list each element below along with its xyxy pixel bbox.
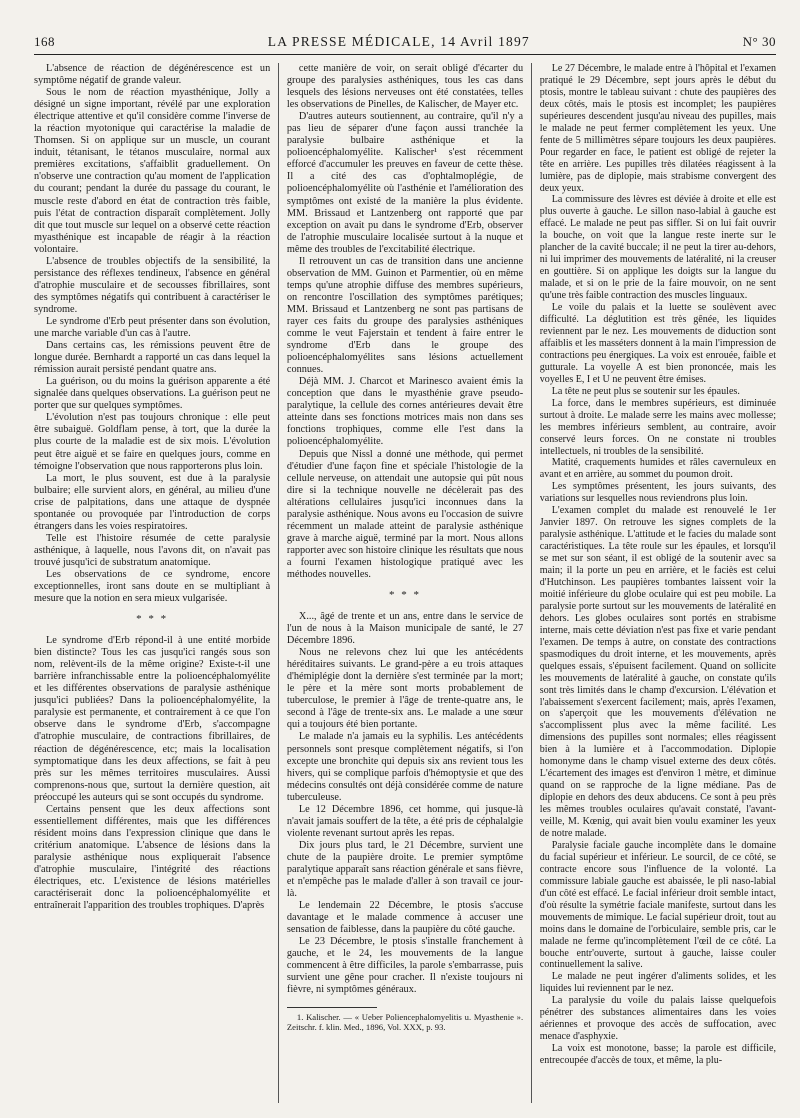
paragraph: La commissure des lèvres est déviée à droite et elle est plus ouverte à gauche. Le sillon naso-labial à gauche est effacé. Le malade ne peut pas siffler. Si on lui fait ouvrir la bouche, on voit que la langue reste inerte sur le plancher de la cavité buccale; il ne peut la tirer au-dehors, ni lui imprimer des mouvements de latéralité, ni la creuser en gouttière. Si on applique les doigts sur la langue du malade, et si on le prie de la faire mouvoir, on ne sent qu'une très faible contraction des muscles linguaux.: [539, 194, 777, 302]
paragraph: Depuis que Nissl a donné une méthode, qui permet d'étudier d'une façon fine et spéciale l'histologie de la cellule nerveuse, on attendait une autopsie qui pût nous dire si la technique nouvelle ne décèlerait pas des altérations cellulaires jusqu'ici inconnues dans la paralysie asthénique. Nous avons eu l'occasion de suivre récemment un malade atteint de paralysie asthénique grave à marche aiguë, terminé par la mort. Nous allons rapporter avec son histoire clinique les résultats que nous a fourni l'examen histologique pratiqué avec les méthodes nouvelles.: [286, 448, 524, 580]
paragraph: Le lendemain 22 Décembre, le ptosis s'accuse davantage et le malade commence à accuser une sensation de faiblesse, dans la paupière du côté gauche.: [286, 900, 524, 936]
paragraph: La force, dans le membres supérieurs, est diminuée surtout à droite. Le malade serre les mains avec mollesse; les membres inférieurs semblent, au contraire, avoir conservé leurs forces. On ne constate ni troubles intellectuels, ni troubles de la sensibilité.: [539, 397, 777, 457]
paragraph: X..., âgé de trente et un ans, entre dans le service de l'un de nous à la Maison municipale de santé, le 27 Décembre 1896.: [286, 611, 524, 647]
paragraph: Dix jours plus tard, le 21 Décembre, survient une chute de la paupière droite. Le premier symptôme paralytique apparaît sans réaction générale et sans fièvre, et n'empêche pas le malade d'aller à son travail ce jour-là.: [286, 839, 524, 900]
column-2: [287, 63, 523, 1103]
paragraph: Nous ne relevons chez lui que les antécédents héréditaires suivants. Le grand-père a eu trois attaques d'hémiplégie dont la dernière s'est terminée par la mort; le père et la mère sont morts probablement de tuberculose, le premier à l'âge de trente-quatre ans, le second à l'âge de trente-six ans. Le malade a une sœur qui a toujours été bien portante.: [286, 647, 524, 731]
paragraph: Le 23 Décembre, le ptosis s'installe franchement à gauche, et le 24, les mouvements de la langue commencent à être difficiles, la parole s'embarrasse, puis survient une gêne pour cracher. Il n'existe toujours ni fièvre, ni symptômes généraux.: [286, 936, 524, 996]
paragraph: La guérison, ou du moins la guérison apparente a été signalée dans quelques observations. La guérison peut ne porter que sur quelques symptômes.: [34, 376, 271, 412]
paragraph: Les symptômes présentent, les jours suivants, des variations sur lesquelles nous reviendrons plus loin.: [539, 481, 777, 505]
paragraph: cette manière de voir, on serait obligé d'écarter du groupe des paralysies asthéniques, tous les cas dans lesquels des lésions nerveuses ont été constatées, telles les observations de Pinelles, de Kalischer, de Mayer etc.: [286, 63, 524, 111]
paragraph: Dans certains cas, les rémissions peuvent être de longue durée. Bernhardt a rapporté un cas dans lequel la rémission aurait persisté pendant quatre ans.: [34, 340, 271, 376]
paragraph: Le syndrome d'Erb peut présenter dans son évolution, une marche variable d'un cas à l'autre.: [34, 315, 271, 340]
paragraph: La voix est monotone, basse; la parole est difficile, entrecoupée d'accès de toux, et même, la plu-: [539, 1043, 777, 1067]
column-divider: [531, 63, 540, 1103]
paragraph: L'absence de réaction de dégénérescence est un symptôme négatif de grande valeur.: [34, 63, 271, 87]
footnote: 1. Kalischer. — « Ueber Poliencephalomyelitis u. Myasthenie ». Zeitschr. f. klin. Med., 1896, Vol. XXX, p. 93.: [286, 1011, 524, 1032]
paragraph: Telle est l'histoire résumée de cette paralysie asthénique, à laquelle, nous l'avons dit, on n'avait pas trouvé jusqu'ici de substratum anatomique.: [34, 532, 271, 568]
paragraph: D'autres auteurs soutiennent, au contraire, qu'il n'y a pas lieu de séparer d'une façon aussi tranchée la paralysie bulbaire asthénique et la polioencéphalomyélite. Kalischer¹ s'est récemment efforcé d'accumuler les preuves en faveur de cette thèse. Il a cité des cas d'ophtalmoplégie, de polioencéphalomyélite où l'asthénie et l'amélioration des symptômes ont existé de la manière la plus évidente. MM. Brissaud et Lantzenberg ont rapporté que par exception on avait pu dans le syndrome d'Erb, observer de l'atrophie musculaire localisée surtout à la nuque et même des troubles de l'excitabilité électrique.: [286, 111, 524, 255]
paragraph: La paralysie du voile du palais laisse quelquefois pénétrer des substances alimentaires dans les voies aériennes et provoque des accès de suffocation, avec menace d'asphyxie.: [539, 995, 777, 1043]
header-rule: [34, 54, 776, 55]
footnote-rule: [287, 1007, 377, 1008]
paragraph: Le 12 Décembre 1896, cet homme, qui jusque-là n'avait jamais souffert de la tête, a été pris de céphalalgie violente revenant surtout après les repas.: [286, 803, 524, 839]
paragraph: Le syndrome d'Erb répond-il à une entité morbide bien distincte? Tous les cas jusqu'ici rangés sous son nom, relèvent-ils de la même origine? Existe-t-il une barrière infranchissable entre la polioencéphalomyélite et les différentes observations de paralysie asthénique jusqu'ici publiées? Dans la polioencéphalomyélite, la paralysie est permanente, et contrairement à ce que l'on observe dans le syndrome d'Erb, s'accompagne d'atrophie musculaire, de contractions fibrillaires, de réaction de dégénérescence, etc; mais la localisation symptomatique dans les deux affections, se fait à peu près sur les mêmes territoires musculaires. Aussi comprenons-nous que, surtout la dernière question, ait préoccupé les auteurs qui se sont occupés du syndrome.: [34, 635, 271, 803]
paragraph: Certains pensent que les deux affections sont essentiellement différentes, mais que les différences résident moins dans l'expression clinique que dans le critérium anatomique. L'absence de lésions dans la paralysie asthénique nous expliquerait l'absence d'atrophie musculaire, l'intégrité des réactions électriques, etc. L'existence de lésions matérielles caractériserait donc la polioencéphalomyélite et entraînerait l'apparition des troubles trophiques. D'après: [34, 803, 271, 912]
paragraph: Le voile du palais et la luette se soulèvent avec difficulté. La déglutition est très gênée, les liquides reviennent par le nez. Les mouvements de diduction sont affaiblis et les masséters donnent à la main l'impression de contractions peu énergiques. La voix est enrouée, faible et gutturale. La voyelle A est bien prononcée, mais les voyelles E, I et U ne peuvent être émises.: [539, 302, 777, 385]
issue-number: N° 30: [742, 34, 776, 49]
paragraph: Déjà MM. J. Charcot et Marinesco avaient émis la conception que dans le myasthénie grave pseudo-paralytique, la cellule des cornes antérieures devait être atteinte dans ses fonctions motrices mais non dans ses fonctions trophiques, comme elle l'est dans la polioencéphalomyélite.: [286, 376, 524, 448]
paragraph: L'examen complet du malade est renouvelé le 1er Janvier 1897. On retrouve les signes complets de la paralysie asthénique. L'attitude et le facies du malade sont caractéristiques. La tête roule sur les épaules, et lorsqu'il se met sur son séant, il est obligé de la soutenir avec sa main; il la porte un peu en arrière, et le faciès est celui d'Hutchinson. Les paupières tombantes laissent voir la moitié inférieure du globe oculaire qui est peu mobile. La paralysie porte surtout sur les mouvements de latéralité en dehors. Les globes oculaires sont portés en strabisme interne, mais cette déviation n'est pas fixe et varie pendant l'examen. De temps à autre, on constate des contractions spasmodiques du droit interne, et les mouvements, après quelques essais, s'épuisent facilement. Quand on sollicite les mouvements de latéralité à gauche, on constate qu'ils sont très limités dans le champ d'excursion. L'élévation et l'abaissement s'exercent facilement; mais, après l'examen, on s'aperçoit que les mouvements d'élévation ne s'accomplissent plus avec la même facilité. Les dimensions des pupilles sont normales; elles réagissent bien à la lumière et à l'accommodation. Diplopie homonyme dans le champ visuel externe des deux côtés. L'écartement des images est d'environ 1 mètre, et diminue quand on se rapproche de la ligne médiane. Pas de diplopie en dehors des deux abducens. Ce sont à peu près les mêmes troubles oculaires qu'avait constaté, l'avant-veille, M. Kœnig, qui avait bien voulu examiner les yeux de notre malade.: [539, 505, 777, 839]
paragraph: Il retrouvent un cas de transition dans une ancienne observation de MM. Guinon et Parmentier, où en même temps qu'une atrophie diffuse des membres supérieurs, on rencontre l'oscillation des symptômes parétiques; MM. Brissaud et Lantzenberg ne sont pas partisans de rayer ces faits du groupe des paralysies asthéniques comme le veut Fajerstain et tendent à faire entrer le syndrome d'Erb dans le groupe des polioencéphalomyélites sans lésions actuellement connues.: [286, 255, 524, 376]
paragraph: L'évolution n'est pas toujours chronique : elle peut être subaiguë. Goldflam pense, à tort, que la durée la plus courte de la maladie est de six mois. L'évolution peut être aiguë et se faire en quelques jours, comme en témoigne l'observation que nous rapporterons plus loin.: [34, 412, 271, 472]
paragraph: L'absence de troubles objectifs de la sensibilité, la persistance des réflexes tendineux, l'absence en général d'atrophie musculaire et de secousses fibrillaires, sont des symptômes négatifs qui contribuent à caractériser le syndrome.: [34, 255, 271, 315]
paragraph: Le 27 Décembre, le malade entre à l'hôpital et l'examen pratiqué le 29 Décembre, sept jours après le début du ptosis, montre le tableau suivant : chute des paupières des deux côtés, mais le ptosis est incomplet; les paupières supérieures descendent jusqu'au niveau des pupilles, mais le malade ne peut fermer complètement les yeux. Une fente de 5 millimètres sépare toujours les deux paupières. Pour regarder en face, le patient est obligé de rejeter la tête en arrière. Les pupilles très dilatées réagissent à la lumière, pas de diplopie, mais strabisme convergent des deux yeux.: [539, 63, 777, 194]
paragraph: Le malade ne peut ingérer d'aliments solides, et les liquides lui reviennent par le nez.: [539, 971, 777, 995]
column-divider: [278, 63, 287, 1103]
text-columns: [34, 63, 776, 1103]
paragraph: La tête ne peut plus se soutenir sur les épaules.: [551, 385, 740, 397]
section-separator: * * *: [136, 613, 169, 626]
paragraph: Les observations de ce syndrome, encore exceptionnelles, iront sans doute en se multipliant à mesure que la notion en sera mieux vulgarisée.: [34, 568, 271, 605]
paragraph: Matité, craquements humides et râles cavernuleux en avant et en arrière, au sommet du poumon droit.: [539, 457, 777, 481]
section-separator: * * *: [389, 589, 421, 602]
paragraph: Paralysie faciale gauche incomplète dans le domaine du facial supérieur et inférieur. Le sourcil, de ce côté, se contracte encore sous l'influence de la volonté. La commissure labiale gauche est abaissée, le pli naso-labial d'un côté est effacé. Le facial inférieur droit semble intact, d'où résulte la symétrie faciale manifeste, surtout dans les mouvements de mimique. Le facial supérieur droit, tout au moins dans le domaine de l'orbiculaire, semble pris, car le malade ne ferme qu'incomplètement l'œil de ce côté. La bouche entr'ouverte, surtout à gauche, laisse couler continuellement la salive.: [539, 839, 777, 971]
page-header: [34, 34, 776, 50]
paragraph: Sous le nom de réaction myasthénique, Jolly a désigné un signe important, révélé par une exploration électrique attentive et qu'il considère comme l'inverse de la réaction myotonique qui caractérise la maladie de Thomsen. Si on applique sur un muscle, un courant induit, tétanisant, le tétanos musculaire, normal aux premières excitations, s'affaiblit graduellement. On n'observe une contraction qu'au moment de l'application du courant; pendant la durée du passage du courant, le muscle reste d'abord en état de contraction très faible, puis l'état de contraction disparaît complètement. Jolly dit que tout muscle sur lequel on a observé cette réaction myasthénique est incapable de réagir à la réaction volontaire.: [34, 87, 271, 255]
paragraph: Le malade n'a jamais eu la syphilis. Les antécédents personnels sont presque complètement négatifs, si l'on excepte une bronchite qui depuis six ans revient tous les hivers, qui se complique parfois d'hémoptysie et que des médecins consultés ont déjà considérée comme de nature tuberculeuse.: [286, 731, 524, 803]
page-number: 168: [34, 34, 55, 49]
column-1: [34, 63, 270, 1103]
journal-title: LA PRESSE MÉDICALE, 14 Avril 1897: [267, 34, 530, 49]
column-3: [540, 63, 776, 1103]
paragraph: La mort, le plus souvent, est due à la paralysie bulbaire; elle survient alors, en général, au milieu d'une crise de palpitations, dans une attaque de dyspnée spontanée ou provoquée par l'introduction de corps étrangers dans les voies respiratoires.: [34, 472, 271, 532]
